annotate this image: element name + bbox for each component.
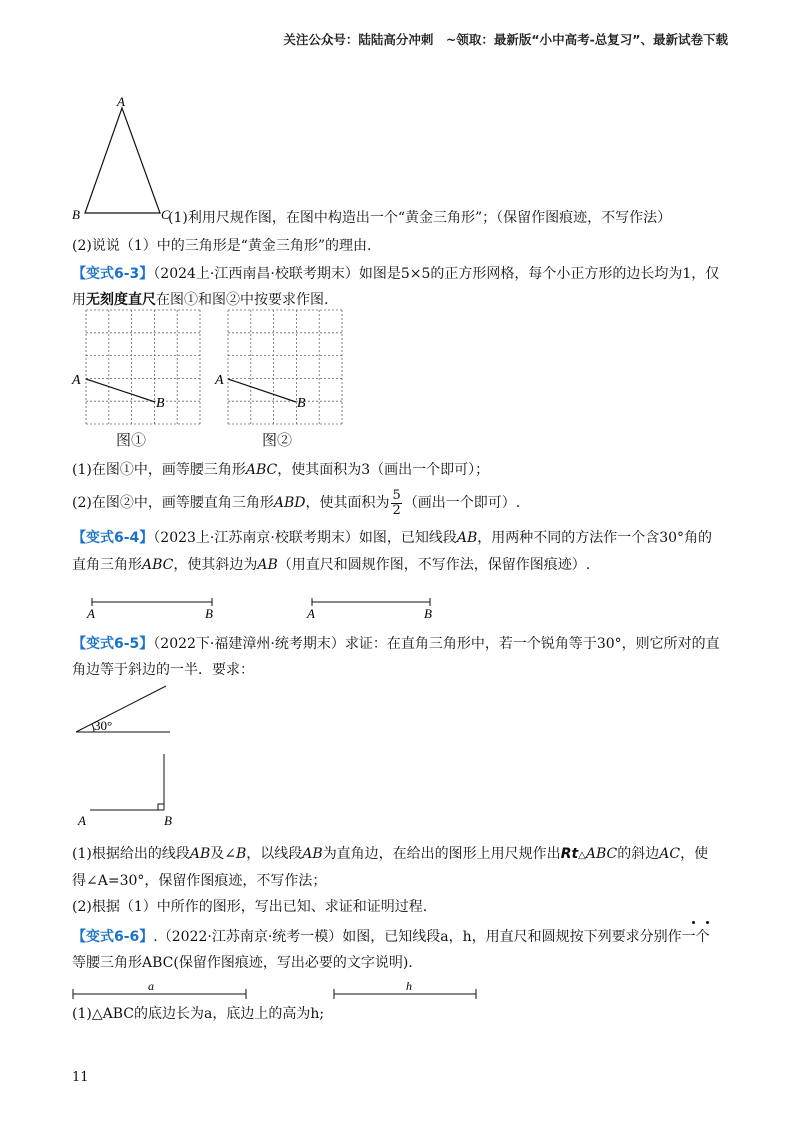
segments-a-h-figure bbox=[70, 978, 490, 1002]
grid-figure-1 bbox=[86, 310, 200, 424]
q64-line2: 直角三角形ABC，使其斜边为AB（用直尺和圆规作图，不写作法，保留作图痕迹）. bbox=[72, 557, 591, 573]
angle-label: 30° bbox=[94, 718, 113, 733]
page-header: 关注公众号：陆陆高分冲刺 ~领取：最新版“小中高考-总复习”、最新试卷下载 bbox=[283, 32, 728, 47]
angle-slanted-ray bbox=[76, 686, 166, 732]
fig1-label-a: A bbox=[72, 373, 81, 388]
grid-figures bbox=[70, 308, 370, 428]
vertex-label-b: B bbox=[72, 207, 80, 222]
q65-part2: (2)根据（1）中所作的图形，写出已知、求证和证明过程. bbox=[72, 899, 428, 915]
segment-a-label: a bbox=[148, 979, 154, 993]
fig1-caption: 图① bbox=[116, 431, 147, 449]
q63-part1: (1)在图①中，画等腰三角形ABC，使其面积为3（画出一个即可）； bbox=[72, 462, 490, 478]
svg-text:B: B bbox=[205, 606, 213, 621]
q66-tag: 【变式6-6】 bbox=[72, 929, 154, 945]
svg-text:A: A bbox=[87, 606, 95, 621]
q63-line2: 用无刻度直尺在图①和图②中按要求作图. bbox=[72, 292, 329, 308]
right-angle-mark bbox=[158, 804, 164, 810]
fig2-label-a: A bbox=[215, 373, 224, 388]
fraction-five-halves: $\frac{5}{2}$ bbox=[392, 487, 401, 518]
vertex-label-c: C bbox=[161, 207, 170, 222]
vertex-label-a: A bbox=[117, 94, 125, 109]
q66-line1: 【变式6-6】.（2022·江苏南京·统考一模）如图，已知线段a，h，用直尺和圆规按下列要求分别作一个 bbox=[72, 929, 710, 945]
page-number: 11 bbox=[72, 1070, 89, 1085]
q65-tag: 【变式6-5】 bbox=[72, 636, 154, 652]
svg-text:B: B bbox=[424, 606, 432, 621]
segment-ab-figures bbox=[80, 594, 450, 624]
q65-part1: (1)根据给出的线段AB及∠B，以线段AB为直角边，在给出的图形上用尺规作出Rt△ABC的斜边AC，使 bbox=[72, 846, 709, 862]
triangle-abc-shape bbox=[85, 108, 160, 213]
grid-figure-2 bbox=[228, 310, 342, 424]
segment-ab-fig2 bbox=[228, 379, 296, 402]
q63-emphasis: 无刻度直尺 bbox=[86, 292, 156, 308]
isosceles-triangle-figure bbox=[60, 92, 180, 227]
q63-part2: (2)在图②中，画等腰直角三角形ABD，使其面积为 $\frac{5}{2}$ （画出一个即可）. bbox=[72, 487, 521, 518]
fig1-label-b: B bbox=[156, 396, 165, 411]
q65-line1: 【变式6-5】（2022下·福建漳州·统考期末）求证：在直角三角形中，若一个锐角等于30°，则它所对的直 bbox=[72, 636, 720, 652]
svg-text:A: A bbox=[78, 813, 86, 828]
segment-h-label: h bbox=[406, 979, 412, 993]
angle-and-right-angle-figure bbox=[70, 682, 190, 832]
q62-part2: (2)说说（1）中的三角形是“黄金三角形”的理由. bbox=[72, 238, 372, 254]
q64-line1: 【变式6-4】（2023上·江苏南京·校联考期末）如图，已知线段AB，用两种不同的方法作一个含30°角的 bbox=[72, 530, 713, 546]
svg-text:B: B bbox=[164, 813, 172, 828]
q65-line2: 角边等于斜边的一半．要求： bbox=[72, 662, 254, 678]
fig2-caption: 图② bbox=[262, 431, 293, 449]
svg-text:A: A bbox=[307, 606, 315, 621]
segment-ab-fig1 bbox=[86, 379, 155, 402]
q66-part1: (1)△ABC的底边长为a，底边上的高为h; bbox=[72, 1006, 325, 1022]
fig2-label-b: B bbox=[297, 396, 306, 411]
q62-part1: (1)利用尺规作图，在图中构造出一个“黄金三角形”；（保留作图痕迹，不写作法） bbox=[168, 210, 672, 226]
q63-line1: 【变式6-3】（2024上·江西南昌·校联考期末）如图是5×5的正方形网格，每个小正方形的边长均为1，仅 bbox=[72, 266, 720, 282]
q64-tag: 【变式6-4】 bbox=[72, 530, 154, 546]
q63-tag: 【变式6-3】 bbox=[72, 266, 154, 282]
q66-line2: 等腰三角形ABC(保留作图痕迹，写出必要的文字说明). bbox=[72, 955, 413, 971]
q65-part1-line2: 得∠A=30°，保留作图痕迹，不写作法； bbox=[72, 873, 327, 889]
